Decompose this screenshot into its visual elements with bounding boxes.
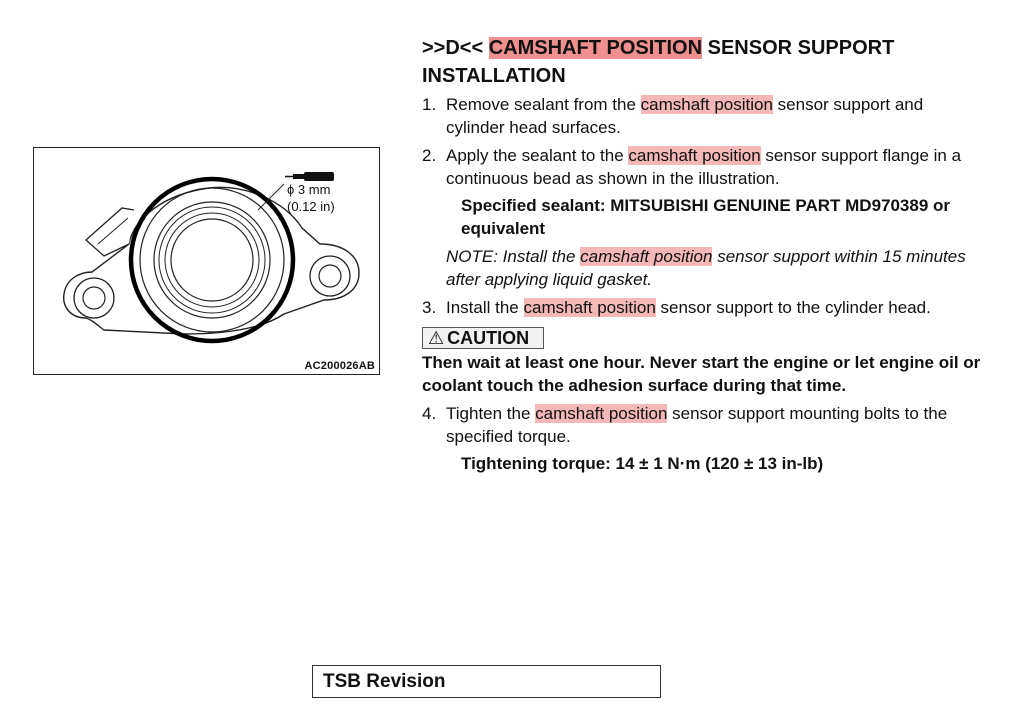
caution-label: CAUTION xyxy=(447,328,530,348)
left-bolt-hole xyxy=(83,287,105,309)
step-text: sensor support to the cylinder head. xyxy=(655,298,931,317)
step-text: sensor support flange in a continuous bead as shown in the illustration. xyxy=(446,146,962,188)
term-highlight: camshaft position xyxy=(640,95,773,114)
step-number: 4. xyxy=(422,404,437,423)
step-text: Remove sealant from the xyxy=(446,95,641,114)
tsb-revision-box: TSB Revision xyxy=(312,665,661,698)
specified-sealant: Specified sealant: MITSUBISHI GENUINE PART MD970389 or equivalent xyxy=(461,196,951,238)
caution-text: Then wait at least one hour. Never start the engine or let engine oil or coolant touch the adhesion surface during that time. xyxy=(422,353,981,395)
step-4 xyxy=(422,402,982,448)
step-2 xyxy=(422,144,982,190)
heading-prefix: >>D<< xyxy=(422,37,489,59)
step-number: 3. xyxy=(422,298,437,317)
step-text: Apply the sealant to the xyxy=(446,146,629,165)
step-text: Tighten the xyxy=(446,404,536,423)
note xyxy=(422,245,982,291)
term-highlight: camshaft position xyxy=(580,247,713,266)
warning-triangle-icon: ⚠ xyxy=(428,328,445,348)
caution-badge xyxy=(422,327,544,349)
right-bolt-hole xyxy=(319,265,341,287)
figure-code: AC200026AB xyxy=(304,360,375,372)
step-number: 1. xyxy=(422,95,437,114)
procedure-steps xyxy=(422,93,982,480)
step-3 xyxy=(422,296,982,319)
term-highlight: camshaft position xyxy=(523,298,656,317)
heading-highlight: CAMSHAFT POSITION xyxy=(488,37,703,59)
sealant-tube-icon xyxy=(285,172,334,181)
section-heading xyxy=(422,34,992,90)
heading-suffix: SENSOR SUPPORT INSTALLATION xyxy=(422,37,895,87)
step-text: sensor support and cylinder head surfaces. xyxy=(446,95,924,137)
step-number: 2. xyxy=(422,146,437,165)
step-text: Install the xyxy=(446,298,524,317)
step-text: sensor support mounting bolts to the specified torque. xyxy=(446,404,948,446)
step-1 xyxy=(422,93,982,139)
note-text: NOTE: Install the xyxy=(446,247,581,266)
tightening-torque: Tightening torque: 14 ± 1 N·m (120 ± 13 in-lb) xyxy=(461,454,824,473)
sealant-illustration xyxy=(33,147,380,375)
bead-diameter: ϕ 3 mm xyxy=(287,182,331,197)
term-highlight: camshaft position xyxy=(535,404,668,423)
term-highlight: camshaft position xyxy=(628,146,761,165)
bead-size-callout xyxy=(287,181,335,215)
bead-diameter-inches: (0.12 in) xyxy=(287,199,335,214)
note-text: sensor support within 15 minutes after applying liquid gasket. xyxy=(446,247,966,289)
